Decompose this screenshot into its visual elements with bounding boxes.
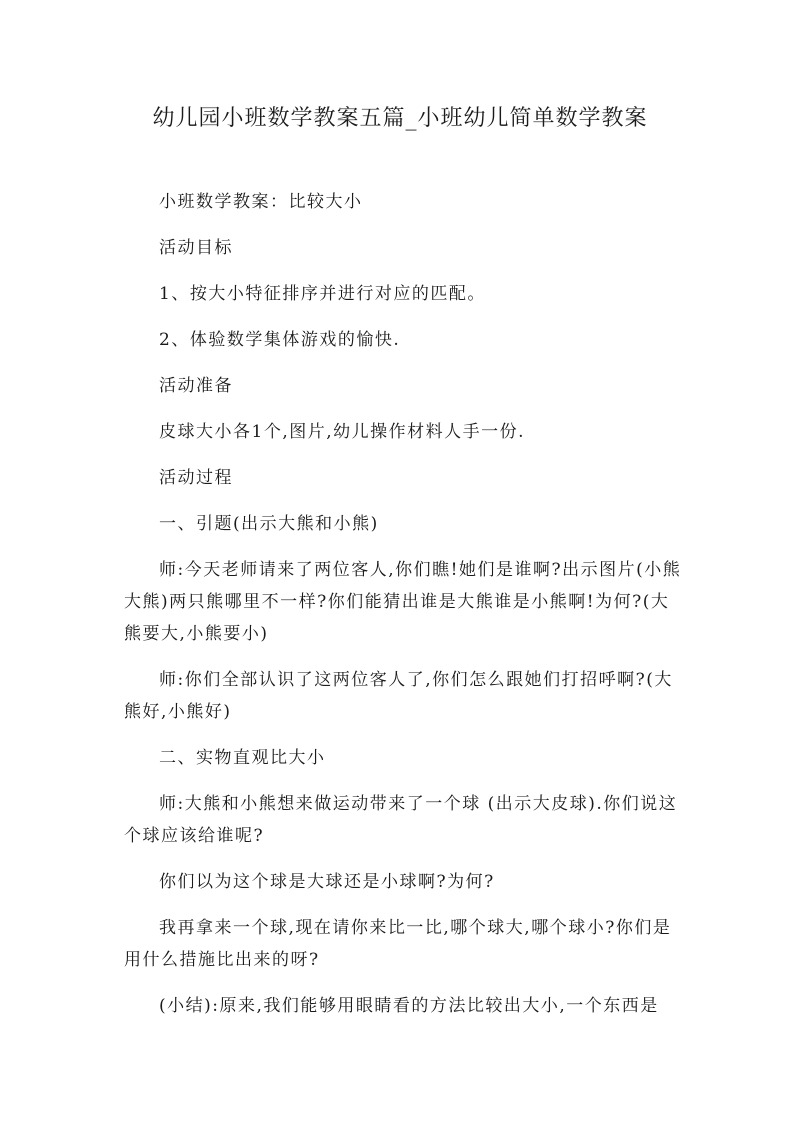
paragraph: 2、体验数学集体游戏的愉快. <box>159 330 401 350</box>
paragraph: 师:今天老师请来了两位客人,你们瞧!她们是谁啊?出示图片(小熊大熊)两只熊哪里不一样?你们能猜出谁是大熊谁是小熊啊!为何?(大熊要大,小熊要小) <box>124 560 682 644</box>
paragraph: 师:大熊和小熊想来做运动带来了一个球 (出示大皮球).你们说这个球应该给谁呢? <box>124 794 678 846</box>
document-body <box>124 186 686 1036</box>
paragraph: 皮球大小各1个,图片,幼儿操作材料人手一份. <box>159 422 526 442</box>
paragraph: 活动目标 <box>159 238 233 258</box>
paragraph: 1、按大小特征排序并进行对应的匹配。 <box>159 284 486 304</box>
paragraph: 师:你们全部认识了这两位客人了,你们怎么跟她们打招呼啊?(大熊好,小熊好) <box>124 670 673 722</box>
paragraph: (小结):原来,我们能够用眼睛看的方法比较出大小,一个东西是 <box>159 996 659 1016</box>
paragraph: 一、引题(出示大熊和小熊) <box>159 514 379 534</box>
paragraph: 活动准备 <box>159 376 233 396</box>
paragraph: 二、实物直观比大小 <box>159 748 326 768</box>
paragraph: 你们以为这个球是大球还是小球啊?为何? <box>159 872 495 892</box>
paragraph: 小班数学教案：比较大小 <box>159 192 363 212</box>
document-title: 幼儿园小班数学教案五篇_小班幼儿简单数学教案 <box>152 106 648 131</box>
paragraph: 活动过程 <box>159 468 233 488</box>
paragraph: 我再拿来一个球,现在请你来比一比,哪个球大,哪个球小?你们是用什么措施比出来的呀? <box>124 918 672 970</box>
